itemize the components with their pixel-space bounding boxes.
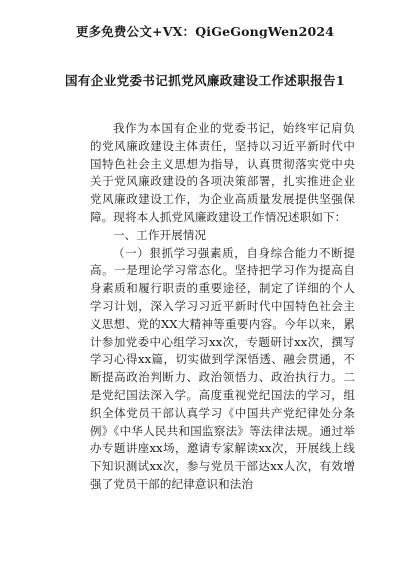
body-paragraph: （一）狠抓学习强素质，自身综合能力不断提高。一是理论学习常态化。坚持把学习作为提高自身素质和履行职责的重要途径，制定了详细的个人学习计划，深入学习习近平新时代中国特色社会主义思想、党的XX大精神等重要内容。今年以来，累计参加党委中心组学习xx次，专题研讨xx次，撰写学习心得xx篇，切实做到学深悟透、融会贯通，不断提高政治判断力、政治领悟力、政治执行力。二是党纪国法深入学。高度重视党纪国法的学习，组织全体党员干部认真学习《中国共产党纪律处分条例》《中华人民共和国监察法》等法律法规。通过举办专题讲座xx场，邀请专家解读xx次，开展线上线下知识测试xx次，参与党员干部达xx人次，有效增强了党员干部的纪律意识和法治 <box>90 245 355 491</box>
promo-header: 更多免费公文+VX：QiGeGongWen2024 <box>75 24 335 39</box>
document-body <box>90 120 355 494</box>
document-title: 国有企业党委书记抓党风廉政建设工作述职报告1 <box>65 73 345 88</box>
section-heading: 一、工作开展情况 <box>113 227 207 242</box>
intro-paragraph: 我作为本国有企业的党委书记，始终牢记肩负的党风廉政建设主体责任，坚持以习近平新时代中国特色社会主义思想为指导，认真贯彻落实党中央关于党风廉政建设的各项决策部署，扎实推进企业党风廉政建设工作，为企业高质量发展提供坚强保障。现将本人抓党风廉政建设工作情况述职如下： <box>90 121 355 224</box>
